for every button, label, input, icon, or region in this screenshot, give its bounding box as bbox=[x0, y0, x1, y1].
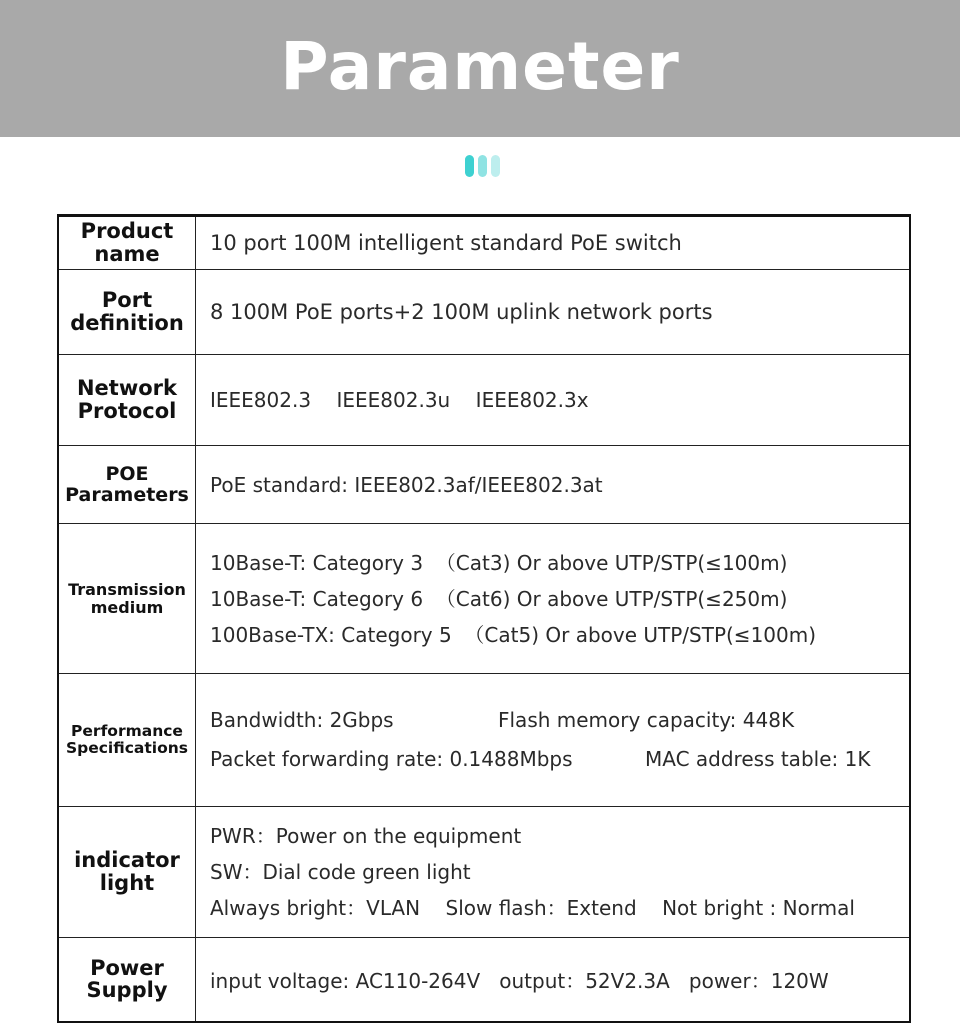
row-label bbox=[58, 216, 196, 270]
label-line: name bbox=[94, 242, 160, 266]
label-line: POE bbox=[105, 462, 149, 485]
label-line: Specifications bbox=[65, 739, 189, 757]
decorative-bars-icon bbox=[465, 155, 505, 177]
value-line: IEEE802.3 IEEE802.3u IEEE802.3x bbox=[210, 388, 589, 412]
spec-pair bbox=[210, 701, 909, 740]
label-line: Parameters bbox=[65, 483, 189, 506]
row-label bbox=[58, 446, 196, 524]
table-row bbox=[58, 216, 910, 270]
table-row bbox=[58, 807, 910, 938]
label-line: Supply bbox=[86, 978, 168, 1003]
table-row bbox=[58, 674, 910, 807]
value-line: 100Base-TX: Category 5 （Cat5) Or above UTP/STP(≤100m) bbox=[210, 622, 817, 647]
parameter-table bbox=[57, 214, 911, 1023]
spec-pair bbox=[210, 740, 909, 779]
label-line: Power bbox=[90, 955, 164, 980]
spec-right: MAC address table: 1K bbox=[645, 747, 871, 771]
value-line: 8 100M PoE ports+2 100M uplink network ports bbox=[210, 300, 713, 324]
row-label bbox=[58, 270, 196, 355]
row-value bbox=[196, 446, 911, 524]
spec-left: Packet forwarding rate: 0.1488Mbps bbox=[210, 747, 573, 771]
row-label bbox=[58, 807, 196, 938]
spec-left: Bandwidth: 2Gbps bbox=[210, 708, 394, 732]
bar-1 bbox=[465, 155, 474, 177]
value-line: 10Base-T: Category 3 （Cat3) Or above UTP/STP(≤100m) bbox=[210, 550, 788, 575]
value-line: PWR：Power on the equipment bbox=[210, 824, 522, 848]
row-label bbox=[58, 938, 196, 1022]
label-line: Network bbox=[76, 376, 177, 401]
table-row bbox=[58, 355, 910, 446]
value-line: Always bright：VLAN Slow flash：Extend Not bright : Normal bbox=[210, 896, 855, 920]
spec-right: Flash memory capacity: 448K bbox=[498, 708, 795, 732]
table-row bbox=[58, 446, 910, 524]
row-value bbox=[196, 524, 911, 674]
row-label bbox=[58, 524, 196, 674]
label-line: definition bbox=[70, 311, 184, 335]
label-line: light bbox=[99, 871, 155, 895]
row-value bbox=[196, 355, 911, 446]
value-line: PoE standard: IEEE802.3af/IEEE802.3at bbox=[210, 472, 603, 497]
label-line: indicator bbox=[74, 848, 180, 873]
row-value bbox=[196, 216, 911, 270]
table-row bbox=[58, 524, 910, 674]
value-line: SW：Dial code green light bbox=[210, 860, 471, 884]
label-line: Protocol bbox=[77, 399, 177, 423]
row-value bbox=[196, 270, 911, 355]
label-line: Port bbox=[101, 288, 153, 313]
label-line: Transmission bbox=[68, 580, 186, 600]
row-label bbox=[58, 674, 196, 807]
row-value bbox=[196, 807, 911, 938]
table-row bbox=[58, 938, 910, 1022]
page-title: Parameter bbox=[280, 28, 680, 105]
row-value bbox=[196, 674, 911, 807]
label-line: Product bbox=[80, 219, 174, 244]
bar-2 bbox=[478, 155, 487, 177]
value-line: input voltage: AC110-264V output：52V2.3A power：120W bbox=[210, 968, 829, 993]
table-row bbox=[58, 270, 910, 355]
label-line: Performance bbox=[71, 722, 183, 741]
bar-3 bbox=[491, 155, 500, 177]
label-line: medium bbox=[90, 597, 164, 617]
row-label bbox=[58, 355, 196, 446]
row-value bbox=[196, 938, 911, 1022]
title-banner bbox=[0, 0, 960, 137]
value-line: 10 port 100M intelligent standard PoE switch bbox=[210, 231, 682, 255]
value-line: 10Base-T: Category 6 （Cat6) Or above UTP/STP(≤250m) bbox=[210, 586, 788, 611]
